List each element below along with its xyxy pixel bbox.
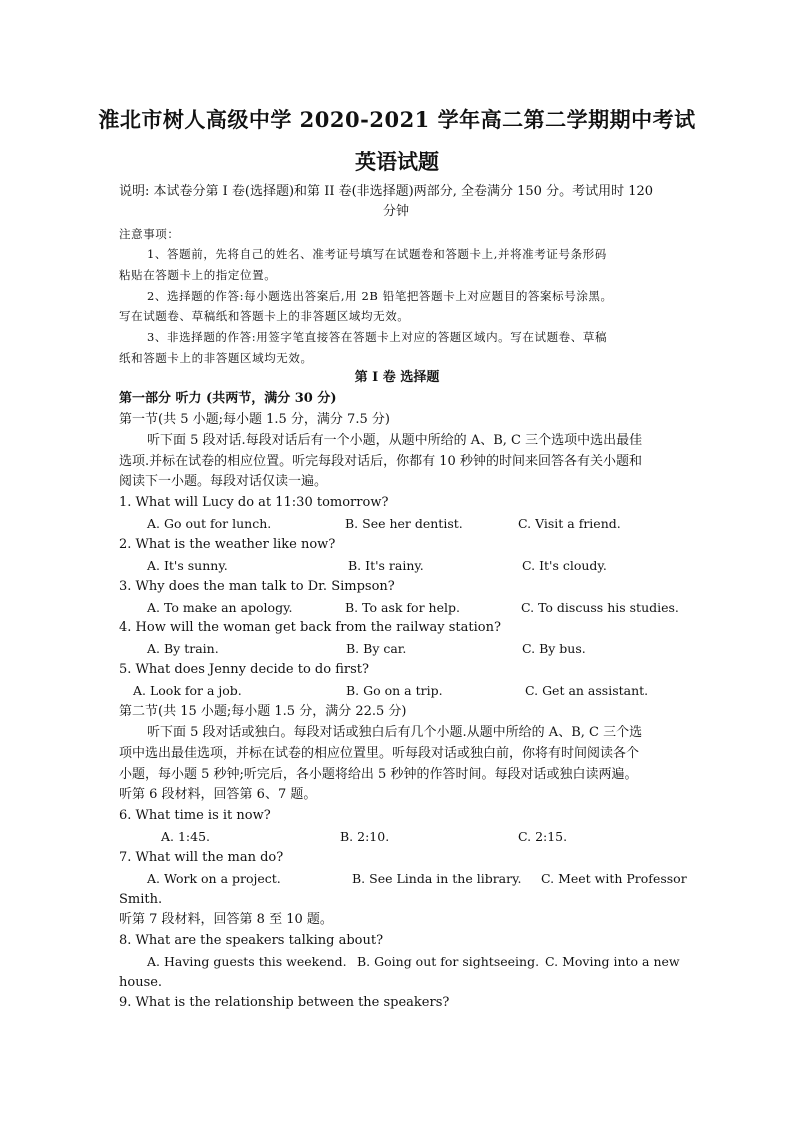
question-3-option-a: A. To make an apology. (147, 600, 293, 615)
material-7-note: 听第 7 段材料，回答第 8 至 10 题。 (119, 912, 333, 927)
question-1-option-c: C. Visit a friend. (518, 516, 621, 531)
question-3-option-c: C. To discuss his studies. (521, 600, 679, 615)
question-5-option-b: B. Go on a trip. (346, 683, 443, 698)
section2-title: 第二节(共 15 小题;每小题 1.5 分，满分 22.5 分) (119, 704, 407, 719)
section1-para-2: 选项.并标在试卷的相应位置。听完每段对话后，你都有 10 秒钟的时间来回答各有关小题和 (119, 454, 642, 469)
question-7-option-b: B. See Linda in the library. (352, 871, 522, 886)
instructions-line-1: 说明: 本试卷分第 I 卷(选择题)和第 II 卷(非选择题)两部分, 全卷满分 150 分。考试用时 120 (119, 184, 654, 199)
question-5-stem: 5. What does Jenny decide to do first? (119, 662, 369, 677)
question-4-option-a: A. By train. (147, 641, 219, 656)
question-5-option-c: C. Get an assistant. (525, 683, 649, 698)
question-6-stem: 6. What time is it now? (119, 808, 271, 823)
notes-title: 注意事项： (119, 227, 180, 241)
question-7-option-c: C. Meet with Professor (541, 871, 687, 886)
question-6-option-b: B. 2:10. (340, 829, 390, 844)
section2-para-3: 小题，每小题 5 秒钟;听完后，各小题将给出 5 秒钟的作答时间。每段对话或独白读两遍。 (119, 767, 638, 782)
question-7-option-c-cont: Smith. (119, 892, 163, 907)
question-2-stem: 2. What is the weather like now? (119, 537, 336, 552)
question-2-option-c: C. It's cloudy. (522, 558, 607, 573)
section2-para-1: 听下面 5 段对话或独白。每段对话或独白后有几个小题.从题中所给的 A、B, C 三个选 (147, 725, 643, 740)
note-2a: 2、选择题的作答:每小题选出答案后,用 2B 铅笔把答题卡上对应题目的答案标号涂黑。 (147, 289, 613, 303)
material-6-note: 听第 6 段材料，回答第 6、7 题。 (119, 787, 317, 802)
question-1-option-a: A. Go out for lunch. (147, 516, 272, 531)
question-4-stem: 4. How will the woman get back from the railway station? (119, 620, 501, 635)
question-8-option-c-cont: house. (119, 975, 163, 990)
question-3-option-b: B. To ask for help. (345, 600, 460, 615)
section2-para-2: 项中选出最佳选项，并标在试卷的相应位置里。听每段对话或独白前，你将有时间阅读各个 (119, 746, 640, 761)
part1-heading: 第一部分 听力 (共两节，满分 30 分) (119, 391, 337, 406)
exam-subtitle: 英语试题 (355, 149, 439, 174)
question-4-option-c: C. By bus. (522, 641, 586, 656)
note-1b: 粘贴在答题卡上的指定位置。 (119, 268, 277, 282)
section1-para-1: 听下面 5 段对话.每段对话后有一个小题，从题中所给的 A、B, C 三个选项中选出最佳 (147, 433, 643, 448)
note-3b: 纸和答题卡上的非答题区域均无效。 (119, 351, 313, 365)
question-6-option-c: C. 2:15. (518, 829, 568, 844)
question-8-option-c: C. Moving into a new (545, 954, 680, 969)
exam-title: 淮北市树人高级中学 2020-2021 学年高二第二学期期中考试 (98, 107, 696, 132)
question-8-option-b: B. Going out for sightseeing. (357, 954, 540, 969)
section1-title: 第一节(共 5 小题;每小题 1.5 分，满分 7.5 分) (119, 412, 390, 427)
question-5-option-a: A. Look for a job. (133, 683, 242, 698)
question-9-stem: 9. What is the relationship between the speakers? (119, 995, 450, 1010)
volume-heading: 第 I 卷 选择题 (354, 370, 440, 385)
question-2-option-b: B. It's rainy. (348, 558, 424, 573)
question-8-stem: 8. What are the speakers talking about? (119, 933, 384, 948)
question-1-stem: 1. What will Lucy do at 11:30 tomorrow? (119, 495, 389, 510)
question-6-option-a: A. 1:45. (161, 829, 211, 844)
note-3a: 3、非选择题的作答:用签字笔直接答在答题卡上对应的答题区域内。写在试题卷、草稿 (147, 330, 608, 344)
section1-para-3: 阅读下一小题。每段对话仅读一遍。 (119, 474, 328, 489)
question-2-option-a: A. It's sunny. (147, 558, 228, 573)
note-1a: 1、答题前，先将自己的姓名、准考证号填写在试题卷和答题卡上,并将准考证号条形码 (147, 247, 607, 261)
question-7-option-a: A. Work on a project. (147, 871, 281, 886)
note-2b: 写在试题卷、草稿纸和答题卡上的非答题区域均无效。 (119, 309, 410, 323)
instructions-line-2: 分钟 (383, 204, 410, 219)
question-3-stem: 3. Why does the man talk to Dr. Simpson? (119, 579, 395, 594)
question-7-stem: 7. What will the man do? (119, 850, 284, 865)
question-1-option-b: B. See her dentist. (345, 516, 463, 531)
question-4-option-b: B. By car. (346, 641, 407, 656)
question-8-option-a: A. Having guests this weekend. (147, 954, 347, 969)
